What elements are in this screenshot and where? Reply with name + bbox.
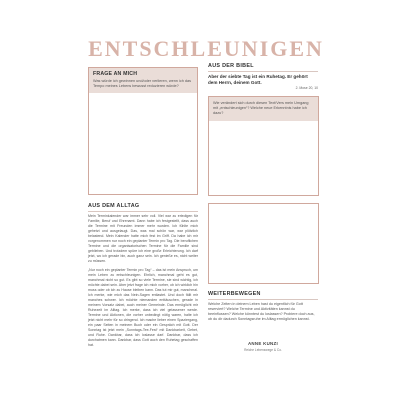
reflection-answer-area[interactable] bbox=[209, 121, 318, 199]
page-title: ENTSCHLEUNIGEN bbox=[88, 36, 324, 61]
question-text: Was würde ich gewinnen und/oder verlieren, wenn ich das Tempo meines Lebens bewusst reduzieren würde? bbox=[93, 79, 191, 88]
author-name: ANNE KUNZI bbox=[247, 341, 279, 346]
everyday-rule bbox=[88, 211, 198, 212]
further-rule bbox=[208, 299, 318, 300]
everyday-paragraph: „Nur noch ein geplanter Termin pro Tag“ – das ist mein Anspruch, um mein Leben zu entschleunigen. Ehrlich, manchmal geht es gut, manchmal nicht so gut. Es gibt so viele Termine, sie sind wichtig, ich möchte dabei sein. Aber jetzt frage ich mich vorher, ob ich wirklich hin muss oder ob ich zu Hause bleiben kann. Das tut mir gut, manchmal. Ich merke, wie mich das Nein-Sagen entlastet. Und doch fällt mir manches schwer. Ich möchte niemanden enttäuschen, gerade in meinem Vorsatz dabei, auch meiner Gemeinde. Das ermöglicht mir Ruhezeit im Alltag. Ich merke, dass ich viel gelassener werde. Termine und Aktionen, die vorher unbedingt nötig waren, halte ich jetzt nicht mehr für so dringend. Ich mache lieber einen Spaziergang, ein paar Seiten in meinem Buch oder ein Gespräch mit Gott. Der Sonntag ist jetzt mein „Sonntags-Tee-Fest“ mit Dankbarkeit, Gebet, und Ruhe. Dankbar, dass ich loslasse darf. Dankbar, dass ich durchatmen kann. Dankbar, dass Gott auch den Ruhetag geschaffen hat. bbox=[88, 267, 198, 348]
reflection-box bbox=[208, 96, 319, 196]
bible-reference: 2. Mose 20, 10 bbox=[295, 86, 318, 90]
further-heading: WEITERBEWEGEN bbox=[208, 291, 261, 297]
reflection-text: Wie verändert sich durch diesen Text/Vers mein Umgang mit „entschleunigen“? Welche neue Erkenntnis habe ich dazu? bbox=[213, 101, 309, 115]
bible-heading: AUS DER BIBEL bbox=[208, 63, 254, 69]
everyday-heading: AUS DEM ALLTAG bbox=[88, 203, 140, 209]
further-text: Welche Zeiten in deinem Leben hast du eigentlich für Gott reserviert? Welche Termine und Aktivitäten kannst du beeinflussen? Welche könntest du loslassen? Probiere doch aus, ob du dir dadurch Sonntagsruhe im Alltag ermöglichen kannst. bbox=[208, 302, 315, 322]
question-answer-area[interactable] bbox=[89, 93, 197, 183]
question-heading: FRAGE AN MICH bbox=[93, 71, 138, 77]
bible-rule bbox=[208, 71, 318, 72]
author-subtitle: Reiche Lebenswege & Co. bbox=[244, 348, 282, 352]
bible-verse: Aber der siebte Tag ist ein Ruhetag. Er gehört dem Herrn, deinem Gott. bbox=[208, 74, 308, 85]
question-box-header bbox=[89, 68, 197, 93]
everyday-paragraph: Mein Terminkalender war immer sehr voll. Viel war zu erledigen für Familie, Beruf und Ehrenamt. Dann habe ich festgestellt, dass auch die Termine mit Freunden immer mehr wurden. Ich fühlte mich gehetzt und ausgelaugt. Das, was mal schön war, war plötzlich belastend. Mein Kalender hatte mich fest im Griff. Da habe ich mir vorgenommen nur noch ein geplanter Termin pro Tag. Die beruflichen Termine und die organisatorischen Termine für die Familie sind geblieben. Und trotzdem spüre ich eine große Erleichterung. Ich darf jetzt, wo ich gerade bin, auch ganz sein. Ich genieße es, nicht weiter zu müssen. bbox=[88, 214, 198, 264]
notes-box[interactable] bbox=[208, 203, 319, 284]
everyday-body bbox=[88, 214, 198, 352]
question-box bbox=[88, 67, 198, 195]
reflection-box-header bbox=[209, 97, 318, 121]
